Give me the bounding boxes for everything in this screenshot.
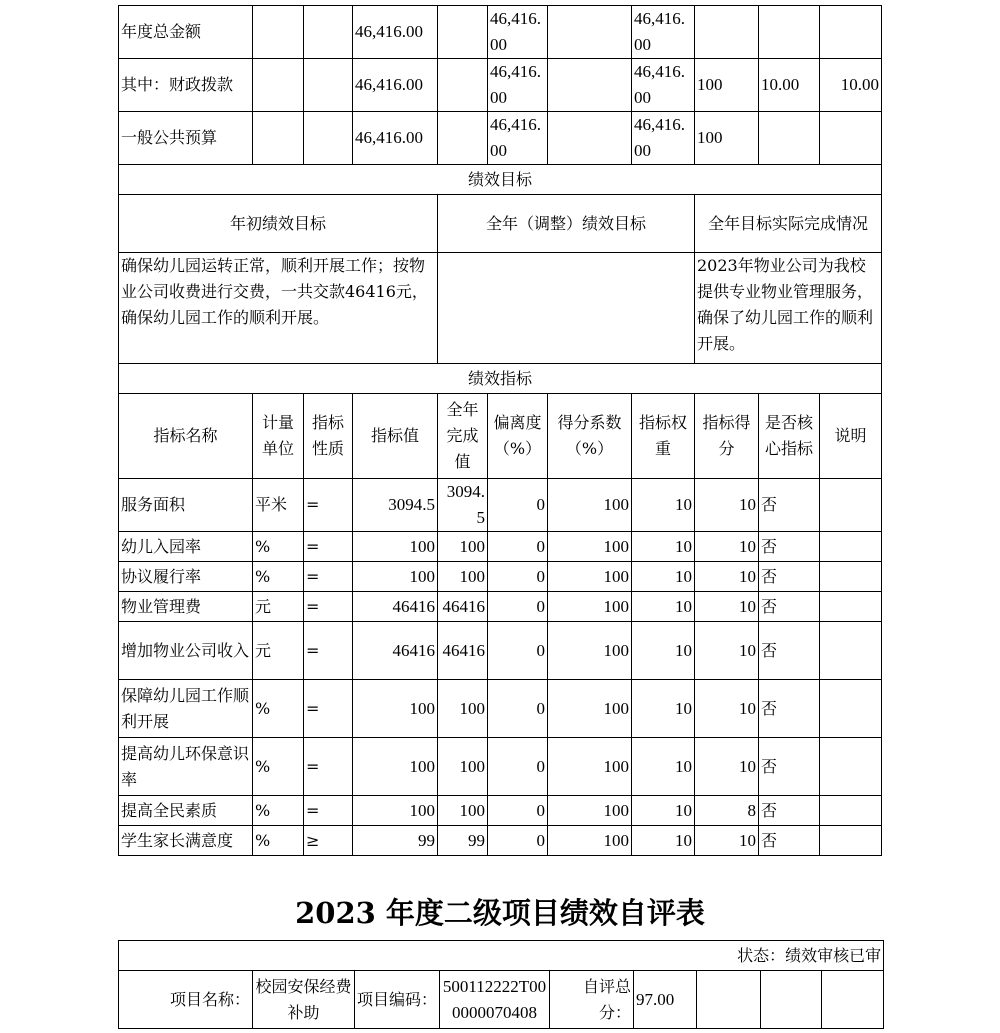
budget-amount: 46,416.00 [488,112,548,165]
indicator-row [119,622,882,680]
indicator-nature: = [304,562,353,592]
indicator-unit: 元 [253,592,304,622]
indicator-nature: = [304,532,353,562]
indicator-coef: 100 [548,738,632,796]
indicator-coef: 100 [548,562,632,592]
indicator-weight: 10 [632,532,695,562]
indicator-note [820,622,882,680]
indicator-actual: 46416 [438,622,488,680]
indicator-nature: ≥ [304,826,353,856]
indicator-weight: 10 [632,562,695,592]
budget-row [119,6,882,59]
second-form-title: 2023 年度二级项目绩效自评表 [295,896,705,930]
goals-actual-header: 全年目标实际完成情况 [695,195,882,253]
indicator-column-header: 指标值 [353,394,438,479]
indicator-note [820,592,882,622]
indicator-score: 8 [695,796,759,826]
indicator-row [119,532,882,562]
budget-row [119,112,882,165]
budget-score [759,112,820,165]
indicator-weight: 10 [632,479,695,532]
indicator-nature: = [304,680,353,738]
indicator-name: 提高全民素质 [119,796,253,826]
indicator-unit: 平米 [253,479,304,532]
indicator-weight: 10 [632,592,695,622]
budget-total [820,6,882,59]
empty-cell [253,59,304,112]
indicator-note [820,738,882,796]
performance-table [118,5,882,856]
indicator-name: 物业管理费 [119,592,253,622]
indicator-name: 幼儿入园率 [119,532,253,562]
indicator-nature: = [304,738,353,796]
goals-initial-header: 年初绩效目标 [119,195,438,253]
indicator-name: 提高幼儿环保意识率 [119,738,253,796]
empty-cell [304,112,353,165]
indicator-core: 否 [759,826,820,856]
budget-weight: 100 [695,112,759,165]
indicator-dev: 0 [488,562,548,592]
indicator-core: 否 [759,532,820,562]
indicator-weight: 10 [632,738,695,796]
indicator-score: 10 [695,532,759,562]
indicator-target: 99 [353,826,438,856]
indicator-name: 协议履行率 [119,562,253,592]
indicator-column-header: 指标得分 [695,394,759,479]
indicator-unit: % [253,796,304,826]
indicator-target: 46416 [353,592,438,622]
budget-amount: 46,416.00 [353,59,438,112]
indicator-coef: 100 [548,622,632,680]
indicator-note [820,826,882,856]
indicator-target: 100 [353,680,438,738]
indicator-core: 否 [759,796,820,826]
empty-cell [304,59,353,112]
indicator-actual: 100 [438,532,488,562]
budget-amount: 46,416.00 [632,6,695,59]
indicator-unit: % [253,532,304,562]
indicator-actual: 100 [438,796,488,826]
empty-cell [438,6,488,59]
indicator-note [820,479,882,532]
project-name-value: 校园安保经费补助 [253,971,355,1029]
indicator-note [820,680,882,738]
budget-score [759,6,820,59]
empty-cell [253,6,304,59]
budget-total [820,112,882,165]
indicator-column-header: 指标权重 [632,394,695,479]
indicator-weight: 10 [632,622,695,680]
indicator-target: 3094.5 [353,479,438,532]
indicator-target: 46416 [353,622,438,680]
goals-adjusted-header: 全年（调整）绩效目标 [438,195,695,253]
indicator-dev: 0 [488,826,548,856]
goals-section-title: 绩效目标 [119,165,882,195]
indicator-nature: = [304,592,353,622]
indicator-score: 10 [695,680,759,738]
indicator-core: 否 [759,479,820,532]
indicator-unit: % [253,826,304,856]
project-code-value: 500112222T000000070408 [440,971,550,1029]
indicator-core: 否 [759,680,820,738]
indicator-score: 10 [695,562,759,592]
empty-cell [697,971,761,1029]
indicator-coef: 100 [548,479,632,532]
empty-cell [548,112,632,165]
indicator-score: 10 [695,592,759,622]
indicator-name: 服务面积 [119,479,253,532]
indicator-name: 增加物业公司收入 [119,622,253,680]
indicator-weight: 10 [632,826,695,856]
indicators-section [119,394,882,856]
indicator-score: 10 [695,826,759,856]
status-text: 状态：绩效审核已审 [119,941,884,971]
budget-amount: 46,416.00 [632,112,695,165]
indicator-dev: 0 [488,680,548,738]
indicator-dev: 0 [488,592,548,622]
indicator-coef: 100 [548,680,632,738]
empty-cell [438,112,488,165]
budget-amount: 46,416.00 [353,112,438,165]
indicator-actual: 100 [438,562,488,592]
indicator-name: 学生家长满意度 [119,826,253,856]
empty-cell [548,59,632,112]
indicator-weight: 10 [632,796,695,826]
empty-cell [822,971,884,1029]
indicator-dev: 0 [488,796,548,826]
budget-weight: 100 [695,59,759,112]
indicator-note [820,796,882,826]
indicator-target: 100 [353,562,438,592]
indicator-column-header: 计量单位 [253,394,304,479]
indicator-note [820,562,882,592]
indicator-row [119,738,882,796]
goals-initial-text: 确保幼儿园运转正常，顺利开展工作；按物业公司收费进行交费，一共交款46416元，确保幼儿园工作的顺利开展。 [119,253,438,364]
empty-cell [304,6,353,59]
indicator-unit: % [253,562,304,592]
indicator-core: 否 [759,622,820,680]
budget-weight [695,6,759,59]
self-score-value: 97.00 [634,971,697,1029]
indicator-column-header: 是否核心指标 [759,394,820,479]
budget-amount: 46,416.00 [488,59,548,112]
empty-cell [761,971,822,1029]
indicator-coef: 100 [548,826,632,856]
budget-total: 10.00 [820,59,882,112]
indicator-column-header: 指标性质 [304,394,353,479]
indicator-score: 10 [695,479,759,532]
indicator-column-header: 指标名称 [119,394,253,479]
indicator-actual: 3094.5 [438,479,488,532]
indicator-column-header: 全年完成值 [438,394,488,479]
indicators-header-row [119,394,882,479]
indicator-column-header: 得分系数（%） [548,394,632,479]
indicator-target: 100 [353,796,438,826]
budget-section [119,6,882,165]
indicator-name: 保障幼儿园工作顺利开展 [119,680,253,738]
indicator-core: 否 [759,592,820,622]
indicator-unit: % [253,680,304,738]
indicator-column-header: 说明 [820,394,882,479]
indicator-dev: 0 [488,738,548,796]
empty-cell [438,59,488,112]
indicator-row [119,796,882,826]
indicator-actual: 100 [438,738,488,796]
indicator-nature: = [304,479,353,532]
indicator-column-header: 偏离度（%） [488,394,548,479]
indicator-dev: 0 [488,479,548,532]
budget-amount: 46,416.00 [632,59,695,112]
budget-item-name: 一般公共预算 [119,112,253,165]
goals-section [119,165,882,394]
indicator-core: 否 [759,738,820,796]
indicator-score: 10 [695,622,759,680]
indicator-dev: 0 [488,532,548,562]
indicator-row [119,826,882,856]
indicator-target: 100 [353,738,438,796]
project-name-label: 项目名称： [119,971,253,1029]
indicator-coef: 100 [548,796,632,826]
indicator-row [119,592,882,622]
budget-row [119,59,882,112]
budget-score: 10.00 [759,59,820,112]
indicator-row [119,562,882,592]
indicator-nature: = [304,622,353,680]
indicator-actual: 46416 [438,592,488,622]
indicator-actual: 99 [438,826,488,856]
budget-amount: 46,416.00 [353,6,438,59]
indicator-coef: 100 [548,532,632,562]
indicator-dev: 0 [488,622,548,680]
indicator-row [119,479,882,532]
indicator-row [119,680,882,738]
indicator-weight: 10 [632,680,695,738]
goals-adjusted-text [438,253,695,364]
indicator-core: 否 [759,562,820,592]
empty-cell [253,112,304,165]
indicator-target: 100 [353,532,438,562]
indicator-nature: = [304,796,353,826]
empty-cell [548,6,632,59]
goals-actual-text: 2023年物业公司为我校提供专业物业管理服务，确保了幼儿园工作的顺利开展。 [695,253,882,364]
project-code-label: 项目编码： [355,971,440,1029]
indicator-actual: 100 [438,680,488,738]
indicator-unit: 元 [253,622,304,680]
indicator-note [820,532,882,562]
budget-item-name: 年度总金额 [119,6,253,59]
indicators-section-title: 绩效指标 [119,364,882,394]
self-score-label: 自评总分： [550,971,634,1029]
budget-item-name: 其中：财政拨款 [119,59,253,112]
indicator-coef: 100 [548,592,632,622]
second-form-table [118,940,884,1029]
budget-amount: 46,416.00 [488,6,548,59]
indicator-unit: % [253,738,304,796]
indicator-score: 10 [695,738,759,796]
